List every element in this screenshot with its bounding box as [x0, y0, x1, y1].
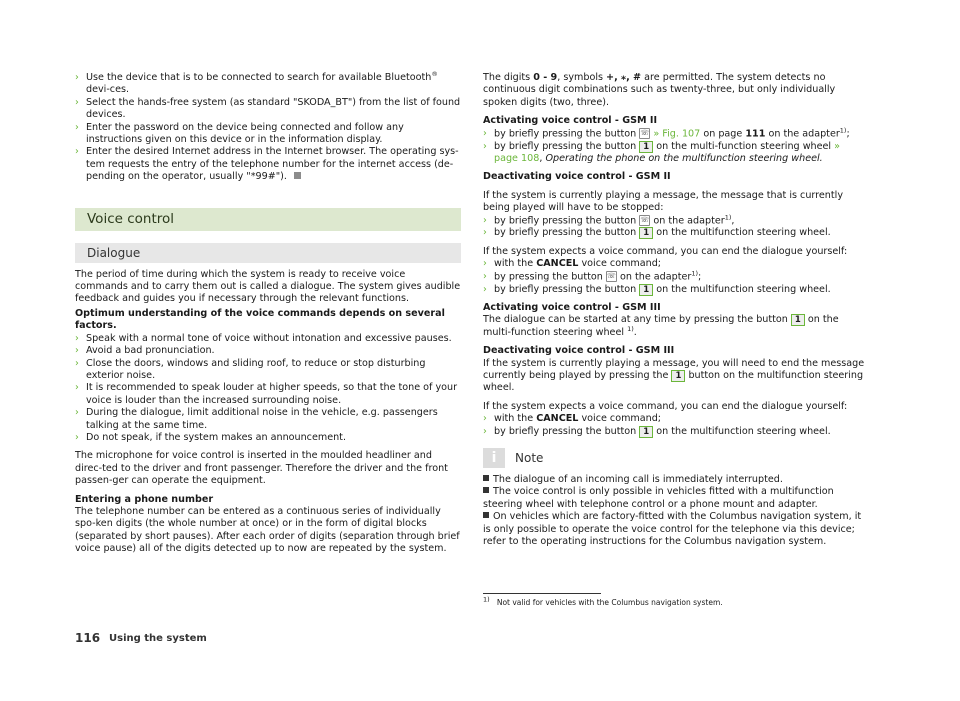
step-item [75, 69, 461, 97]
footnote-rule [483, 593, 601, 594]
tip-text: It is recommended to speak louder at higher speeds, so that the tone of your voice is louder than the increased surrounding noise. [86, 382, 458, 406]
act-gsm3-text: The dialogue can be started at any time by pressing the button 1 on the multi-function steering wheel $^{1)}$. [483, 314, 839, 338]
registered-mark: ® [431, 69, 438, 78]
deact-gsm2-item: › by briefly pressing the button ☏ on the adapter$^{1)}$, [483, 212, 735, 227]
chevron-right-icon: › [483, 425, 487, 437]
bullet-icon [483, 512, 489, 518]
right-column [483, 72, 867, 549]
button-1-key: 1 [791, 314, 805, 326]
note-header [483, 448, 867, 468]
digits-paragraph: The digits 0 - 9, symbols +, ⁎, # are permitted. The system detects no continuous digit combinations such as twenty-three, but only individually spoken digits (two, three). [483, 72, 836, 108]
chevron-right-icon: › [75, 146, 79, 158]
act-gsm2-item: › by briefly pressing the button ☏ » Fig. 107 on page 111 on the adapter$^{1)}$; [483, 125, 850, 140]
cancel-item: › by briefly pressing the button 1 on the multifunction steering wheel. [483, 425, 831, 437]
cancel-item: › by briefly pressing the button 1 on the multifunction steering wheel. [483, 283, 831, 295]
tip-text: Avoid a bad pronunciation. [86, 345, 215, 357]
tip-item [75, 407, 461, 432]
expects-text: If the system expects a voice command, you can end the dialogue yourself: [483, 245, 848, 257]
act-gsm2-item: › by briefly pressing the button 1 on the multi-function steering wheel » page 108, Operating the phone on the multifunction steering wheel. [483, 140, 841, 164]
note-title: Note [515, 450, 544, 465]
bullet-icon [483, 487, 489, 493]
deact-gsm3-heading: Deactivating voice control - GSM III [483, 345, 675, 357]
deact-gsm3-text: If the system is currently playing a message, you will need to end the message currently being played by pressing the 1 button on the multifunction steering wheel. [483, 357, 865, 394]
note-item: On vehicles which are factory-fitted with the Columbus navigation system, it is only possible to operate the voice control for the telephone via this device; refer to the operating instructions for the Columbus navigation system. [483, 511, 862, 548]
chevron-right-icon: › [483, 283, 487, 295]
tip-item [75, 432, 461, 444]
page-section-label: Using the system [109, 633, 207, 644]
phone-adapter-icon: ☏ [640, 128, 650, 137]
cancel-item: › with the CANCEL voice command; [483, 413, 662, 425]
button-1-key: 1 [639, 227, 653, 239]
chevron-right-icon: › [75, 72, 79, 83]
bullet-icon [483, 475, 489, 481]
microphone-paragraph: The microphone for voice control is inserted in the moulded headliner and direc-ted to the driver and front passenger. Therefore the driver and the front passen-ger can operate the equipment. [75, 450, 448, 487]
tip-text: Do not speak, if the system makes an announcement. [86, 431, 346, 443]
page-link[interactable]: » page 108 [494, 140, 841, 164]
step-text: Use the device that is to be connected to search for available Bluetooth [86, 72, 432, 83]
tip-text: Close the doors, windows and sliding roof, to reduce or stop disturbing exterior noise. [86, 357, 426, 381]
step-text: Select the hands-free system (as standard "SKODA_BT") from the list of found devices. [86, 96, 461, 121]
tip-item [75, 345, 461, 357]
note-item: The voice control is only possible in vehicles fitted with a multifunction steering wheel with telephone control or a phone mount and adapter. [483, 486, 834, 510]
chevron-right-icon: › [75, 407, 79, 419]
phone-adapter-icon: ☏ [640, 215, 650, 224]
button-1-key: 1 [639, 284, 653, 296]
button-1-key: 1 [639, 141, 653, 153]
left-column [75, 69, 461, 556]
chevron-right-icon: › [75, 332, 79, 344]
chevron-right-icon: › [483, 140, 487, 152]
step-item [75, 97, 461, 122]
phone-adapter-icon: ☏ [607, 271, 616, 280]
step-text: Enter the password on the device being connected and follow any instructions given on this device or in the information display. [86, 121, 404, 146]
chevron-right-icon: › [483, 227, 487, 239]
chevron-right-icon: › [75, 121, 79, 133]
entering-heading: Entering a phone number [75, 493, 214, 505]
deact-gsm2-heading: Deactivating voice control - GSM II [483, 171, 671, 183]
chevron-right-icon: › [483, 258, 487, 270]
chevron-right-icon: › [75, 431, 79, 443]
chevron-right-icon: › [483, 214, 487, 226]
chevron-right-icon: › [75, 96, 79, 108]
chevron-right-icon: › [75, 382, 79, 394]
expects-text: If the system expects a voice command, you can end the dialogue yourself: [483, 400, 848, 412]
step-text: devi-ces. [86, 84, 130, 96]
tip-text: Speak with a normal tone of voice without intonation and excessive pauses. [86, 332, 452, 344]
section-end-icon [294, 172, 301, 179]
subsection-title: Dialogue [75, 243, 461, 263]
step-item [75, 146, 461, 183]
step-item [75, 122, 461, 147]
footnote: $^{1)}$ Not valid for vehicles with the Columbus navigation system. [483, 595, 723, 607]
tip-item [75, 333, 461, 345]
cancel-item: › with the CANCEL voice command; [483, 258, 662, 270]
act-gsm2-heading: Activating voice control - GSM II [483, 115, 658, 127]
note-item: The dialogue of an incoming call is immediately interrupted. [483, 474, 867, 486]
optimum-heading: Optimum understanding of the voice commands depends on several factors. [75, 307, 445, 332]
chevron-right-icon: › [75, 345, 79, 357]
chevron-right-icon: › [75, 357, 79, 369]
deact-gsm2-text: If the system is currently playing a message, the message that is currently being played will have to be stopped: [483, 189, 843, 214]
page-number: 116 [75, 631, 101, 645]
intro-paragraph: The period of time during which the system is ready to receive voice commands and to carry them out is called a dialogue. The system gives audible feedback and guides you if necessary through the relevant functions. [75, 268, 461, 305]
fig-link[interactable]: » Fig. 107 [653, 128, 701, 140]
button-1-key: 1 [671, 370, 685, 382]
tip-text: During the dialogue, limit additional noise in the vehicle, e.g. passengers talking at the same time. [86, 407, 438, 431]
entering-paragraph: The telephone number can be entered as a continuous series of individually spo-ken digits (the whole number at once) or in the form of digital blocks (separated by short pauses). After each order of digits (separation through brief voice pause) all of the digits detected up to now are repeated by the system. [75, 505, 460, 555]
tip-item [75, 382, 461, 407]
chevron-right-icon: › [483, 413, 487, 425]
deact-gsm2-item: › by briefly pressing the button 1 on the multifunction steering wheel. [483, 227, 831, 239]
act-gsm3-heading: Activating voice control - GSM III [483, 302, 661, 313]
step-text: Enter the desired Internet address in the Internet browser. The operating sys-tem requests the entry of the telephone number for the internet access (de-pending on the operator, usually "*99#"). [86, 146, 459, 183]
chevron-right-icon: › [483, 127, 487, 139]
chevron-right-icon: › [483, 270, 487, 282]
cancel-item: › by pressing the button ☏ on the adapter$^{1)}$; [483, 269, 702, 283]
section-title: Voice control [75, 208, 461, 231]
info-icon: i [483, 448, 505, 468]
tip-item [75, 358, 461, 383]
button-1-key: 1 [639, 426, 653, 438]
